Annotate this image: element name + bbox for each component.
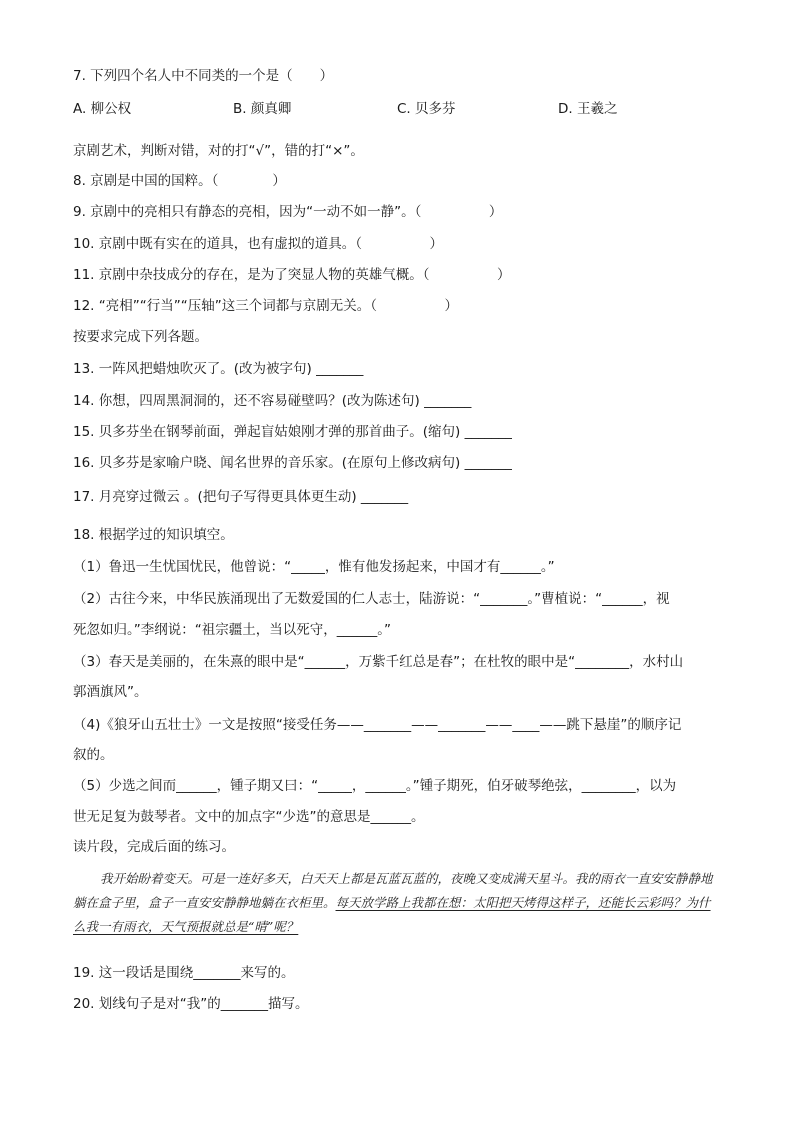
q15: 15. 贝多芬坐在钢琴前面，弹起盲姑娘刚才弹的那首曲子。(缩句) _______ <box>73 424 512 440</box>
q19: 19. 这一段话是围绕_______来写的。 <box>73 965 295 981</box>
q7-option-b: B. 颜真卿 <box>233 101 292 117</box>
passage-plain-text: 我开始盼着变天。可是一连好多天，白天天上都是瓦蓝瓦蓝的，夜晚又变成满天星斗。我的雨衣一直安安静静地躺在盒子里，盒子一直安安静静地躺在衣柜里。 <box>73 871 713 910</box>
q7-option-d: D. 王羲之 <box>558 101 618 117</box>
q18-stem: 18. 根据学过的知识填空。 <box>73 527 234 543</box>
q12: 12. “亮相”“行当”“压轴”这三个词都与京剧无关。（ ） <box>73 298 458 314</box>
q18-line-8: （5）少选之间而______，锺子期又曰：“_____，______。”锺子期死，伯牙破琴绝弦，________，以为 <box>73 778 677 794</box>
q16: 16. 贝多芬是家喻户晓、闻名世界的音乐家。(在原句上修改病句) _______ <box>73 455 512 471</box>
q7-option-c: C. 贝多芬 <box>397 101 456 117</box>
q14: 14. 你想，四周黑洞洞的，还不容易碰壁吗？(改为陈述句) _______ <box>73 393 472 409</box>
q7-option-a: A. 柳公权 <box>73 101 132 117</box>
q18-line-4: （3）春天是美丽的，在朱熹的眼中是“______，万紫千红总是春”；在杜牧的眼中是“________，水村山 <box>73 654 684 670</box>
q9: 9. 京剧中的亮相只有静态的亮相，因为“一动不如一静”。（ ） <box>73 204 503 220</box>
judge-section-intro: 京剧艺术，判断对错，对的打“√”，错的打“×”。 <box>73 143 364 159</box>
q13: 13. 一阵风把蜡烛吹灭了。(改为被字句) _______ <box>73 361 364 377</box>
reading-passage-text <box>73 867 723 939</box>
passage-underlined-sentence: 每天放学路上我都在想：太阳把天烤得这样子，还能长云彩吗？为什么我一有雨衣，天气预报就总是“晴”呢？ <box>73 895 711 934</box>
q18-line-6: （4)《狼牙山五壮士》一文是按照“接受任务——_______——_______——____——跳下悬崖”的顺序记 <box>73 717 682 733</box>
q8: 8. 京剧是中国的国粹。（ ） <box>73 173 286 189</box>
q18-line-5: 郭酒旗风”。 <box>73 684 148 700</box>
rewrite-section-intro: 按要求完成下列各题。 <box>73 329 208 345</box>
q10: 10. 京剧中既有实在的道具，也有虚拟的道具。（ ） <box>73 236 444 252</box>
q20: 20. 划线句子是对“我”的_______描写。 <box>73 996 309 1012</box>
q18-line-9: 世无足复为鼓琴者。文中的加点字“少选”的意思是______。 <box>73 809 425 825</box>
q18-line-2: （2）古往今来，中华民族涌现出了无数爱国的仁人志士，陆游说：“_______。”曹植说：“______，视 <box>73 591 670 607</box>
reading-passage <box>73 867 723 939</box>
q18-line-3: 死忽如归。”李纲说：“祖宗疆土，当以死守，______。” <box>73 622 391 638</box>
q17: 17. 月亮穿过微云 。(把句子写得更具体更生动) _______ <box>73 489 409 505</box>
reading-intro: 读片段，完成后面的练习。 <box>73 839 235 855</box>
q11: 11. 京剧中杂技成分的存在，是为了突显人物的英雄气概。（ ） <box>73 267 511 283</box>
q7-stem: 7. 下列四个名人中不同类的一个是（ ） <box>73 68 334 84</box>
q18-line-1: （1）鲁迅一生忧国忧民，他曾说：“_____，惟有他发扬起来，中国才有______。” <box>73 559 555 575</box>
q18-line-7: 叙的。 <box>73 747 114 763</box>
